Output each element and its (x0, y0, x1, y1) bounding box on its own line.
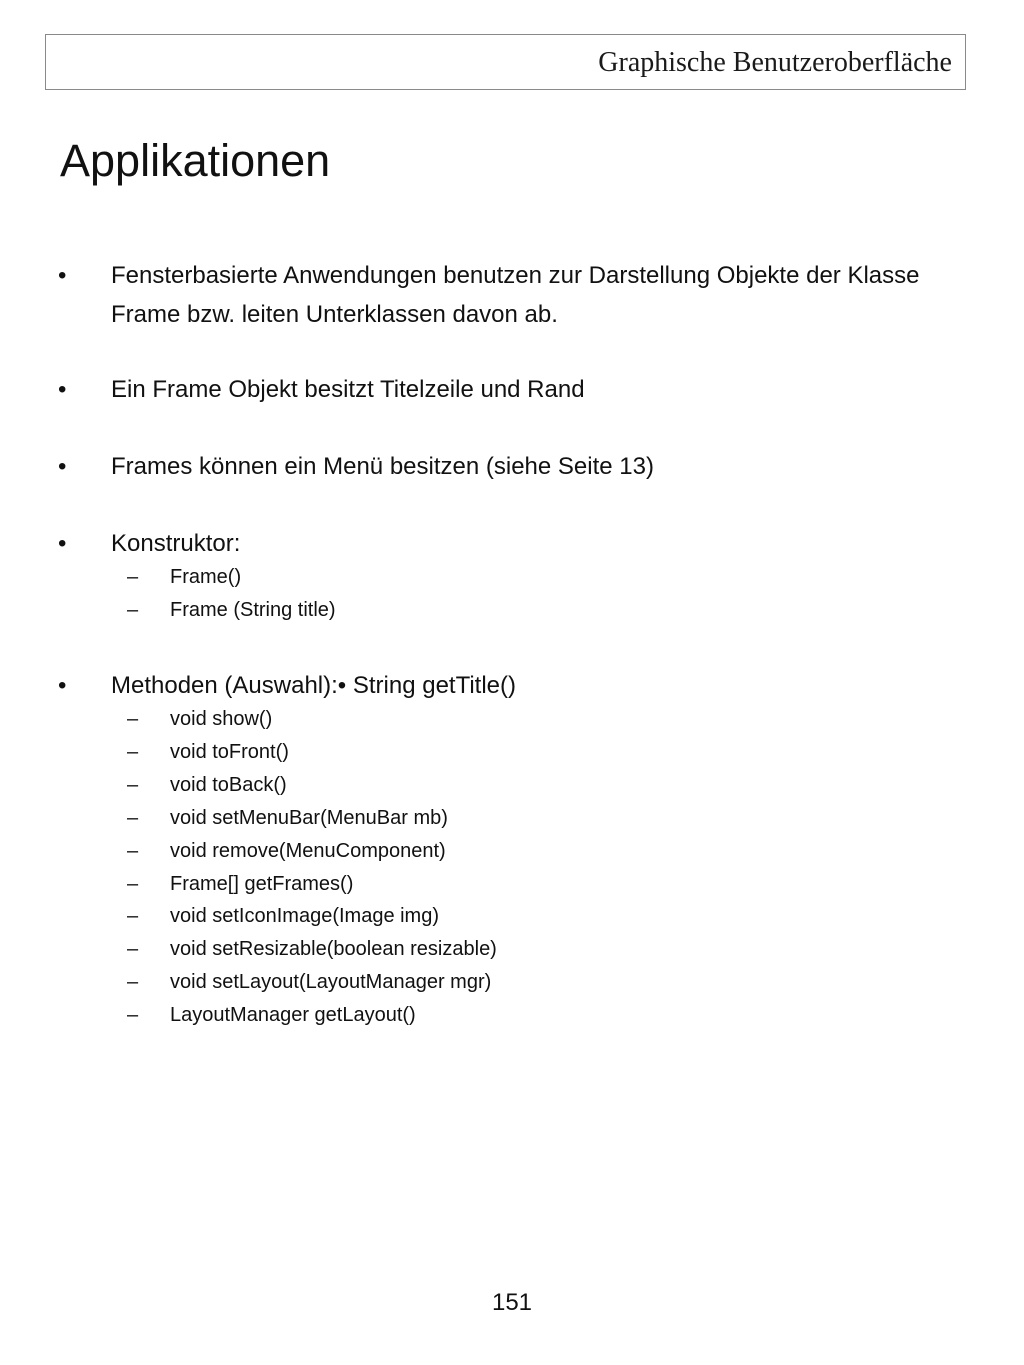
dash-marker: – (127, 873, 139, 895)
page-number: 151 (491, 1289, 533, 1316)
sub-item-constructor (127, 561, 827, 594)
header-title: Graphische Benutzeroberfläche (598, 47, 952, 78)
bullet-marker: • (58, 530, 67, 557)
dash-marker: – (127, 566, 139, 588)
sub-item-method (127, 900, 827, 933)
sub-item-text: Frame() (170, 566, 242, 588)
dash-marker: – (127, 774, 139, 796)
bullet-text: Methoden (Auswahl):• String getTitle() (111, 672, 517, 699)
sub-item-text: void setMenuBar(MenuBar mb) (170, 807, 448, 829)
bullet-text: Fensterbasierte Anwendungen benutzen zur Darstellung Objekte der Klasse Frame bzw. leiten Unterklassen davon ab. (111, 262, 920, 328)
dash-marker: – (127, 905, 139, 927)
sub-item-text: void toBack() (170, 774, 287, 796)
sub-item-text: Frame (String title) (170, 599, 336, 621)
sub-item-text: void toFront() (170, 741, 289, 763)
sub-item-text: void remove(MenuComponent) (170, 840, 446, 862)
sub-item-text: void setResizable(boolean resizable) (170, 938, 497, 960)
bullet-marker: • (58, 376, 67, 403)
bullet-marker: • (58, 453, 67, 480)
sub-item-text: void setIconImage(Image img) (170, 905, 440, 927)
bullet-text: Konstruktor: (111, 530, 241, 557)
sub-item-method (127, 802, 827, 835)
sub-item-method (127, 703, 827, 736)
dash-marker: – (127, 599, 139, 621)
sub-item-method (127, 999, 827, 1032)
sub-item-method (127, 736, 827, 769)
bullet-marker: • (58, 262, 67, 289)
sub-item-method (127, 769, 827, 802)
sub-item-method (127, 868, 827, 901)
bullet-marker: • (58, 672, 67, 699)
dash-marker: – (127, 807, 139, 829)
sub-item-text: Frame[] getFrames() (170, 873, 354, 895)
sub-item-method (127, 966, 827, 999)
dash-marker: – (127, 708, 139, 730)
bullet-text: Frames können ein Menü besitzen (siehe Seite 13) (111, 453, 654, 480)
slide-title: Applikationen (60, 135, 331, 186)
sub-item-method (127, 835, 827, 868)
sub-item-method (127, 933, 827, 966)
sub-item-text: LayoutManager getLayout() (170, 1004, 416, 1026)
dash-marker: – (127, 1004, 139, 1026)
dash-marker: – (127, 840, 139, 862)
sub-item-text: void show() (170, 708, 273, 730)
dash-marker: – (127, 971, 139, 993)
dash-marker: – (127, 938, 139, 960)
sub-item-text: void setLayout(LayoutManager mgr) (170, 971, 492, 993)
sub-item-constructor (127, 594, 827, 627)
bullet-text: Ein Frame Objekt besitzt Titelzeile und Rand (111, 376, 585, 403)
header-box (45, 34, 966, 90)
dash-marker: – (127, 741, 139, 763)
